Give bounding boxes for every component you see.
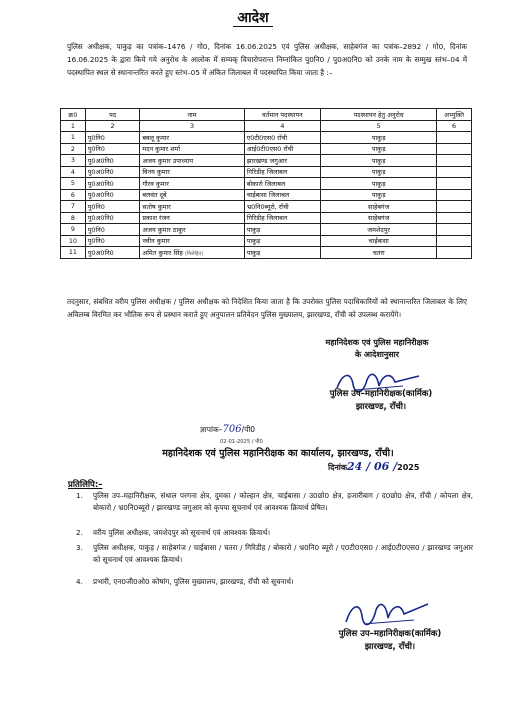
document-title: आदेश <box>0 8 506 27</box>
office-name: महानिदेशक एवं पुलिस महानिरीक्षक का कार्यालय, झारखण्ड, राँची। <box>162 448 394 459</box>
copy-item-number: 2. <box>76 528 83 537</box>
table-row <box>61 155 472 167</box>
cell-current-posting-text: बोकारो जिलाबल <box>246 179 286 188</box>
copy-item <box>76 490 473 514</box>
cell-rank <box>85 212 140 224</box>
cell-current-posting-text: गिरिडीह जिलाबल <box>246 168 288 177</box>
signatory-place: झारखण्ड, राँची। <box>355 402 407 412</box>
cell-remark <box>437 247 472 259</box>
cell-serial <box>61 201 86 213</box>
col-number: 2 <box>85 120 140 132</box>
cell-serial-text: 8 <box>70 213 75 222</box>
cell-current-posting-text: ए0टी0एस0 राँची <box>246 133 288 142</box>
cell-requested-posting-text: पाकुड़ <box>371 168 386 177</box>
col-header: अभ्युक्ति <box>437 109 472 121</box>
cell-requested-posting <box>321 178 437 190</box>
cell-current-posting <box>244 247 321 259</box>
cell-serial <box>61 189 86 201</box>
cell-current-posting <box>244 155 321 167</box>
col-header: नाम <box>140 109 244 121</box>
date-year: 2025 <box>397 463 420 472</box>
cell-name <box>140 247 244 259</box>
cell-serial <box>61 247 86 259</box>
memo-label: ज्ञापांक– <box>200 425 223 434</box>
cell-remark <box>437 189 472 201</box>
cell-current-posting-text: भ्र0नि0ब्यूरो, राँची <box>246 202 289 211</box>
copy-item-text: पुलिस अधीक्षक, पाकुड़ / साहेबगंज / चाईबासा / चतरा / गिरिडीह / बोकारो / भ्र0नि0 ब्यूरो / ए0टी0एस0 / आई0टी0एस0 / झारखण्ड जगुआर को सूचनार्थ एवं आवश्यक क्रियार्थ। <box>93 543 473 564</box>
col-header: पद <box>85 109 140 121</box>
date-handwritten: 24 / 06 / <box>346 460 398 473</box>
cell-name-text: बलवंत दूबे <box>142 191 167 200</box>
cell-remark <box>437 155 472 167</box>
cell-remark <box>437 143 472 155</box>
table-row <box>61 224 472 236</box>
cell-name <box>140 143 244 155</box>
cell-rank <box>85 155 140 167</box>
transfer-table <box>60 108 472 259</box>
table-row <box>61 166 472 178</box>
cell-rank-text: पु0नि0 <box>87 133 105 142</box>
cell-serial <box>61 235 86 247</box>
cell-requested-posting <box>321 212 437 224</box>
cell-name <box>140 201 244 213</box>
cell-requested-posting-text: चाईबासा <box>368 237 389 246</box>
cell-current-posting-text: चाईबासा जिलाबल <box>246 191 290 200</box>
cell-rank-text: पु0नि0 <box>87 225 105 234</box>
cell-rank-text: पु0अ0नि0 <box>87 248 114 257</box>
date-label: दिनांक <box>328 463 347 472</box>
cell-rank <box>85 201 140 213</box>
cell-current-posting <box>244 201 321 213</box>
cell-rank-text: पु0नि0 <box>87 237 105 246</box>
cell-name-text: गौरव कुमार <box>142 179 169 188</box>
copy-item <box>76 576 473 588</box>
copy-item-text: प्रभारी, एन0जी0ओ0 कोषांग, पुलिस मुख्यालय, झारखण्ड, राँची को सूचनार्थ। <box>93 577 294 586</box>
cell-requested-posting <box>321 143 437 155</box>
cell-current-posting-text: गिरिडीह जिलाबल <box>246 214 288 223</box>
cell-requested-posting <box>321 247 437 259</box>
cell-name-text: नवीन कुमार <box>142 237 170 246</box>
cell-rank <box>85 143 140 155</box>
table-header-row <box>61 109 472 121</box>
cell-name <box>140 224 244 236</box>
cell-name-text: प्रकाश रंजन <box>142 214 170 223</box>
cell-current-posting <box>244 212 321 224</box>
cell-requested-posting-text: पाकुड़ <box>371 179 386 188</box>
cell-rank <box>85 178 140 190</box>
cell-serial-text: 6 <box>70 190 75 199</box>
cell-rank <box>85 224 140 236</box>
cell-serial <box>61 224 86 236</box>
table-row <box>61 132 472 144</box>
intro-paragraph: पुलिस अधीक्षक, पाकुड़ का पत्रांक–1476 / गो0, दिनांक 16.06.2025 एवं पुलिस अधीक्षक, साहेबगंज का पत्रांक–2892 / गो0, दिनांक 16.06.2025 के द्वारा किये गये अनुरोध के आलोक में सम्यक् विचारोपरान्त निम्नांकित पु0नि0 / पु0अ0नि0 को उनके नाम के सम्मुख स्तंभ–04 में पदस्थापित स्थल से स्थानान्तरित करते हुए स्तंभ–05 में अंकित जिलाबल में पदस्थापित किया जाता है :– <box>67 42 467 77</box>
cell-serial-text: 1 <box>70 133 75 142</box>
cell-name <box>140 155 244 167</box>
cell-requested-posting <box>321 235 437 247</box>
cell-current-posting <box>244 166 321 178</box>
copy-heading: प्रतिलिपि:– <box>68 480 103 490</box>
cell-current-posting-text: आई0टी0एस0 राँची <box>246 145 294 154</box>
cell-name-text: सतोष कुमार <box>142 202 171 211</box>
cell-name <box>140 189 244 201</box>
cell-remark <box>437 201 472 213</box>
cell-remark <box>437 212 472 224</box>
cell-requested-posting-text: पाकुड़ <box>371 133 386 142</box>
cell-name-text: अजय कुमार उपाध्याय <box>142 156 194 165</box>
order-by-line: के आदेशानुसार <box>354 350 400 359</box>
col-number: 3 <box>140 120 244 132</box>
cell-remark <box>437 132 472 144</box>
cell-rank-text: पु0नि0 <box>87 145 105 154</box>
cell-serial <box>61 143 86 155</box>
copy-item-number: 1. <box>76 491 83 500</box>
cell-requested-posting <box>321 132 437 144</box>
copy-item-text: पुलिस उप–महानिरीक्षक, संथाल परगना क्षेत्र, दुमका / कोल्हान क्षेत्र, चाईबासा / उ0छो0 क्षेत्र, हजारीबाग / द0छो0 क्षेत्र, राँची / कोयला क्षेत्र, बोकारो / भ्र0नि0ब्यूरो / झारखण्ड जगुआर को कृपया सूचनार्थ एवं आवश्यक क्रियार्थ प्रेषित। <box>93 491 473 512</box>
cell-requested-posting <box>321 189 437 201</box>
cell-rank-text: पु0अ0नि0 <box>87 156 114 165</box>
cell-rank <box>85 247 140 259</box>
copy-item <box>76 527 473 539</box>
instruction-paragraph: तदनुसार, संबधित वरीय पुलिस अधीक्षक / पुलिस अधीक्षक को निदेशित किया जाता है कि उपरोक्त पुलिस पदाधिकारियों को स्थानान्तरित जिलाबल के लिए अविलम्ब विरमित कर भौतिक रूप से प्रस्थान कराते हुए अनुपालन प्रतिवेदन पुलिस मुख्यालय, झारखण्ड, राँची को उपलब्ध करायेंगे। <box>67 297 467 319</box>
memo-handwritten-number: 706 <box>222 424 242 435</box>
cell-name <box>140 212 244 224</box>
cell-requested-posting-text: पाकुड़ <box>371 145 386 154</box>
cell-name-text: अमित कुमार सिंह <box>142 248 183 257</box>
table-body <box>61 132 472 259</box>
col-header: वर्तमान पदस्थापन <box>244 109 321 121</box>
table-row <box>61 247 472 259</box>
cell-serial <box>61 166 86 178</box>
cell-requested-posting-text: पाकुड़ <box>371 156 386 165</box>
cell-current-posting <box>244 132 321 144</box>
cell-serial-text: 2 <box>70 144 75 153</box>
cell-name-text: अजय कुमार ठाकुर <box>142 225 186 234</box>
cell-requested-posting <box>321 224 437 236</box>
cell-rank <box>85 132 140 144</box>
col-number: 6 <box>437 120 472 132</box>
cell-rank-text: पु0अ0नि0 <box>87 214 114 223</box>
signatory-place: झारखण्ड, राँची। <box>364 642 416 652</box>
cell-current-posting-text: पाकुड़ <box>246 225 261 234</box>
signatory-title: पुलिस उप–महानिरीक्षक(कार्मिक) <box>329 389 433 399</box>
memo-number <box>200 424 255 435</box>
cell-current-posting <box>244 143 321 155</box>
cell-remark <box>437 166 472 178</box>
cell-current-posting-text: झारखण्ड जगुआर <box>246 156 287 165</box>
cell-rank-text: पु0अ0नि0 <box>87 191 114 200</box>
copy-item-number: 3. <box>76 543 83 552</box>
table-row <box>61 201 472 213</box>
cell-current-posting <box>244 189 321 201</box>
cell-current-posting <box>244 178 321 190</box>
memo-suffix: /पी0 <box>241 425 256 434</box>
signatory-block-2 <box>290 628 490 654</box>
cell-name <box>140 235 244 247</box>
order-by-line: महानिदेशक एवं पुलिस महानिरीक्षक <box>325 338 429 347</box>
table-row <box>61 143 472 155</box>
cell-current-posting <box>244 224 321 236</box>
col-header: क्र0 <box>61 109 86 121</box>
cell-serial-text: 5 <box>70 179 75 188</box>
order-by-block <box>277 337 477 361</box>
cell-name-note: (मिलेहित) <box>184 250 204 257</box>
cell-requested-posting <box>321 201 437 213</box>
col-header: पदस्थापन हेतु अनुरोध <box>321 109 437 121</box>
cell-name-text: विनय कुमार <box>142 168 170 177</box>
copy-item-number: 4. <box>76 577 83 586</box>
table-row <box>61 189 472 201</box>
cell-rank <box>85 166 140 178</box>
cell-requested-posting-text: साहेबगंज <box>368 202 390 211</box>
cell-serial-text: 4 <box>70 167 75 176</box>
table-row <box>61 235 472 247</box>
cell-rank <box>85 235 140 247</box>
cell-requested-posting-text: पाकुड़ <box>371 191 386 200</box>
cell-remark <box>437 178 472 190</box>
signature-2 <box>340 596 430 630</box>
cell-requested-posting-text: जमशेदपुर <box>367 225 390 234</box>
cell-serial-text: 3 <box>70 156 75 165</box>
col-number: 1 <box>61 120 86 132</box>
cell-serial <box>61 155 86 167</box>
cell-rank-text: पु0अ0नि0 <box>87 168 114 177</box>
cell-remark <box>437 235 472 247</box>
cell-serial <box>61 212 86 224</box>
cell-rank <box>85 189 140 201</box>
cell-name <box>140 166 244 178</box>
cell-rank-text: पु0अ0नि0 <box>87 179 114 188</box>
cell-current-posting-text: पाकुड़ <box>246 237 261 246</box>
table-row <box>61 212 472 224</box>
col-number: 5 <box>321 120 437 132</box>
cell-name-text: मदन कुमार शर्मा <box>142 145 181 154</box>
cell-current-posting-text: पाकुड़ <box>246 248 261 257</box>
cell-remark <box>437 224 472 236</box>
copy-item <box>76 542 473 566</box>
cell-name <box>140 178 244 190</box>
cell-serial-text: 7 <box>70 202 75 211</box>
memo-printed-line: 02-01-2025 / पी0 <box>220 439 263 445</box>
cell-serial <box>61 178 86 190</box>
copy-item-text: वरीय पुलिस अधीक्षक, जमशेदपुर को सूचनार्थ एवं आवश्यक क्रियार्थ। <box>93 528 271 537</box>
cell-current-posting <box>244 235 321 247</box>
col-number: 4 <box>244 120 321 132</box>
cell-requested-posting-text: साहेबगंज <box>368 214 390 223</box>
cell-serial-text: 10 <box>68 236 77 245</box>
column-number-row <box>61 120 472 132</box>
signatory-title: पुलिस उप–महानिरीक्षक(कार्मिक) <box>338 629 442 639</box>
cell-serial-text: 9 <box>70 225 75 234</box>
date-line <box>328 460 419 473</box>
cell-serial <box>61 132 86 144</box>
cell-rank-text: पु0नि0 <box>87 202 105 211</box>
cell-requested-posting <box>321 166 437 178</box>
signatory-block-1 <box>276 388 486 414</box>
table-row <box>61 178 472 190</box>
cell-serial-text: 11 <box>68 248 77 257</box>
cell-requested-posting <box>321 155 437 167</box>
cell-requested-posting-text: चतरा <box>372 248 385 257</box>
cell-name-text: बबलू कुमार <box>142 133 170 142</box>
cell-name <box>140 132 244 144</box>
